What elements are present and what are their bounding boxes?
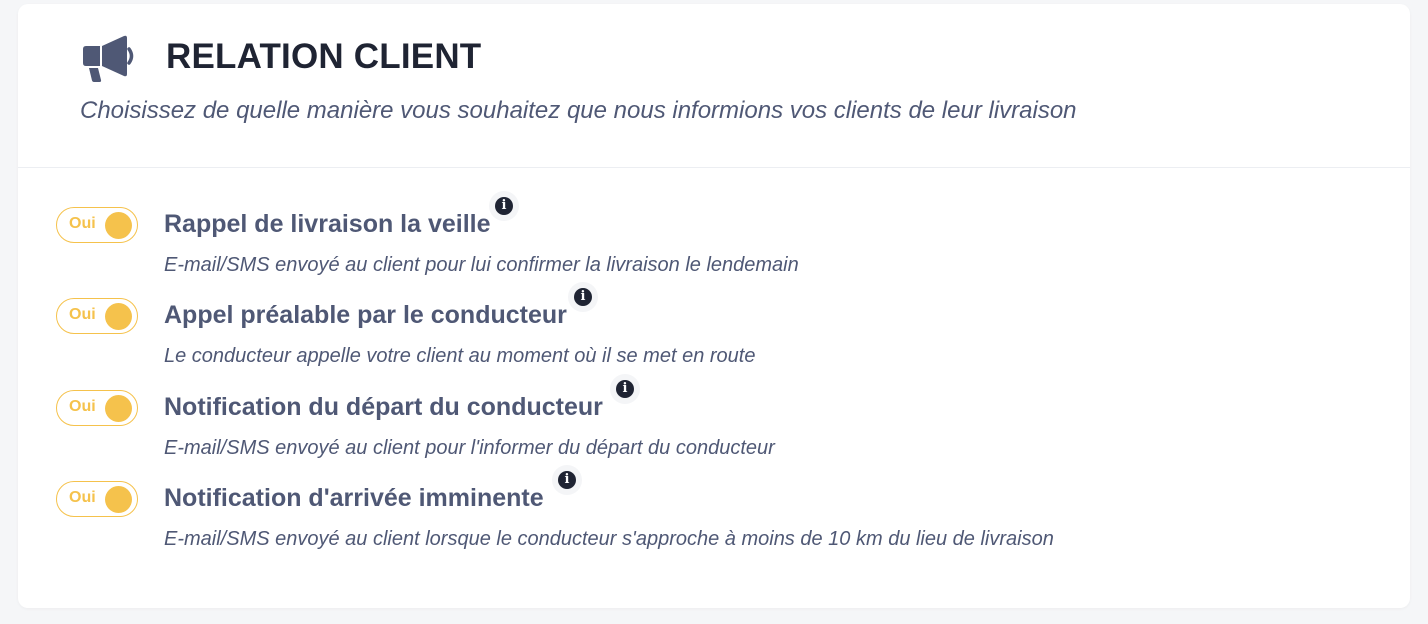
card-header: [18, 4, 1410, 168]
toggle-rappel-veille[interactable]: [56, 207, 138, 243]
option-rappel-veille: [18, 198, 1410, 287]
info-icon[interactable]: i: [489, 191, 519, 221]
option-arrivee-imminente: [18, 472, 1410, 561]
section-subtitle: Choisissez de quelle manière vous souhaitez que nous informions vos clients de leur livraison: [80, 97, 1077, 124]
info-icon[interactable]: i: [568, 282, 598, 312]
option-title: Appel préalable par le conducteur: [164, 301, 567, 329]
option-description: Le conducteur appelle votre client au moment où il se met en route: [164, 345, 756, 367]
option-appel-prealable: [18, 289, 1410, 378]
toggle-label: Oui: [69, 398, 96, 415]
option-depart-conducteur: [18, 381, 1410, 470]
toggle-knob: [105, 395, 132, 422]
option-title: Rappel de livraison la veille: [164, 210, 491, 238]
section-title: RELATION CLIENT: [166, 37, 482, 76]
option-title: Notification d'arrivée imminente: [164, 484, 544, 512]
megaphone-icon: [80, 34, 136, 84]
toggle-label: Oui: [69, 306, 96, 323]
info-icon[interactable]: i: [610, 374, 640, 404]
customer-relation-card: [18, 4, 1410, 608]
option-description: E-mail/SMS envoyé au client lorsque le conducteur s'approche à moins de 10 km du lieu de livraison: [164, 528, 1054, 550]
info-icon[interactable]: i: [552, 465, 582, 495]
toggle-label: Oui: [69, 489, 96, 506]
option-description: E-mail/SMS envoyé au client pour lui confirmer la livraison le lendemain: [164, 254, 799, 276]
toggle-appel-prealable[interactable]: [56, 298, 138, 334]
option-description: E-mail/SMS envoyé au client pour l'informer du départ du conducteur: [164, 437, 775, 459]
toggle-label: Oui: [69, 215, 96, 232]
toggle-depart-conducteur[interactable]: [56, 390, 138, 426]
toggle-knob: [105, 486, 132, 513]
toggle-knob: [105, 303, 132, 330]
option-title: Notification du départ du conducteur: [164, 393, 603, 421]
toggle-arrivee-imminente[interactable]: [56, 481, 138, 517]
toggle-knob: [105, 212, 132, 239]
